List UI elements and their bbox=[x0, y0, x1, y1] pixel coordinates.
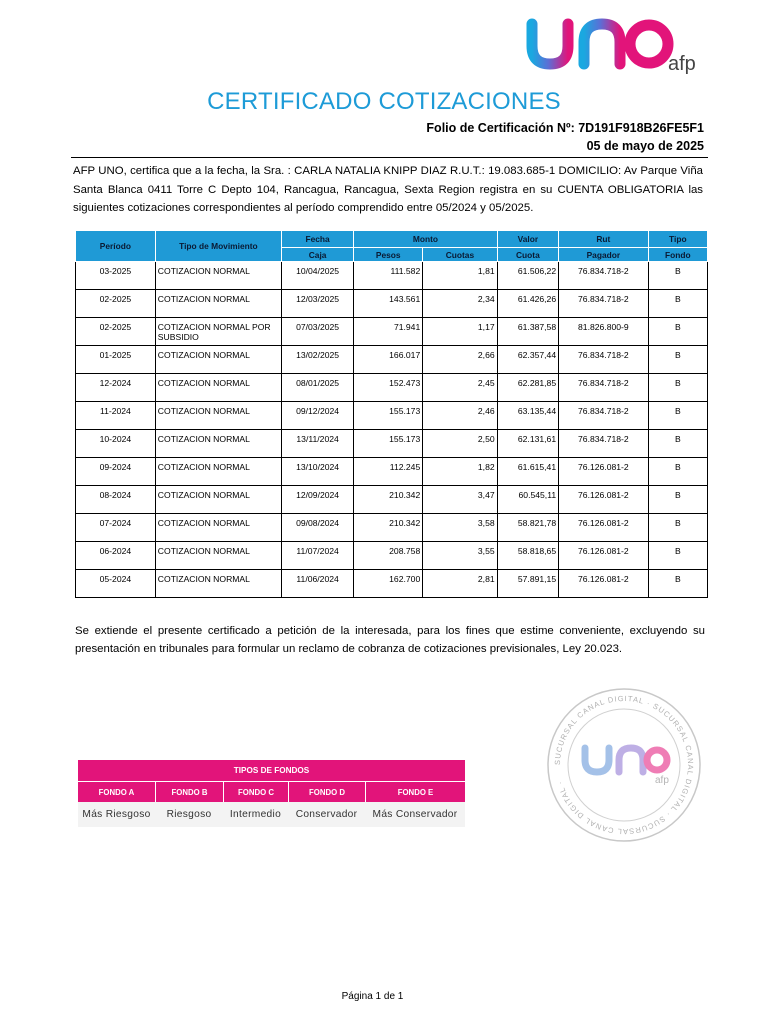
tipo-fondo-cell: B bbox=[648, 570, 707, 598]
col-fecha-caja-2: Caja bbox=[281, 248, 353, 262]
fondo-d-desc: Conservador bbox=[288, 802, 365, 827]
col-fecha-caja-1: Fecha bbox=[281, 231, 353, 248]
table-row bbox=[76, 514, 708, 542]
fecha-caja-cell: 13/02/2025 bbox=[281, 346, 353, 374]
periodo-cell: 02-2025 bbox=[76, 290, 156, 318]
pesos-cell: 71.941 bbox=[354, 318, 423, 346]
cuotas-cell: 3,58 bbox=[423, 514, 497, 542]
page-title: CERTIFICADO COTIZACIONES bbox=[207, 88, 561, 115]
valor-cuota-cell: 62.281,85 bbox=[497, 374, 558, 402]
tipo-fondo-cell: B bbox=[648, 458, 707, 486]
valor-cuota-cell: 61.387,58 bbox=[497, 318, 558, 346]
svg-text:afp: afp bbox=[668, 53, 696, 75]
rut-pagador-cell: 76.126.081-2 bbox=[559, 542, 649, 570]
pesos-cell: 155.173 bbox=[354, 430, 423, 458]
pesos-cell: 155.173 bbox=[354, 402, 423, 430]
fecha-caja-cell: 07/03/2025 bbox=[281, 318, 353, 346]
issue-date: 05 de mayo de 2025 bbox=[586, 139, 704, 153]
cuotas-cell: 2,50 bbox=[423, 430, 497, 458]
fondo-c-label: FONDO C bbox=[223, 781, 288, 802]
col-pesos: Pesos bbox=[354, 248, 423, 262]
periodo-cell: 05-2024 bbox=[76, 570, 156, 598]
pesos-cell: 210.342 bbox=[354, 514, 423, 542]
fecha-caja-cell: 13/10/2024 bbox=[281, 458, 353, 486]
pesos-cell: 162.700 bbox=[354, 570, 423, 598]
rut-pagador-cell: 76.834.718-2 bbox=[559, 262, 649, 290]
tipo-movimiento-cell: COTIZACION NORMAL bbox=[155, 486, 281, 514]
valor-cuota-cell: 63.135,44 bbox=[497, 402, 558, 430]
cuotas-cell: 2,34 bbox=[423, 290, 497, 318]
table-row bbox=[76, 374, 708, 402]
table-row bbox=[76, 458, 708, 486]
periodo-cell: 02-2025 bbox=[76, 318, 156, 346]
cuotas-cell: 1,81 bbox=[423, 262, 497, 290]
tipo-fondo-cell: B bbox=[648, 402, 707, 430]
fecha-caja-cell: 12/03/2025 bbox=[281, 290, 353, 318]
table-row bbox=[76, 570, 708, 598]
tipo-fondo-cell: B bbox=[648, 262, 707, 290]
fecha-caja-cell: 08/01/2025 bbox=[281, 374, 353, 402]
fecha-caja-cell: 13/11/2024 bbox=[281, 430, 353, 458]
valor-cuota-cell: 62.357,44 bbox=[497, 346, 558, 374]
periodo-cell: 06-2024 bbox=[76, 542, 156, 570]
table-row bbox=[76, 262, 708, 290]
table-row bbox=[76, 430, 708, 458]
fondo-c-desc: Intermedio bbox=[223, 802, 288, 827]
folio-number: Folio de Certificación Nº: 7D191F918B26FE5F1 bbox=[426, 121, 704, 135]
fondos-labels-row bbox=[78, 781, 465, 802]
pesos-cell: 111.582 bbox=[354, 262, 423, 290]
fondo-a-desc: Más Riesgoso bbox=[78, 802, 155, 827]
tipo-fondo-cell: B bbox=[648, 514, 707, 542]
periodo-cell: 07-2024 bbox=[76, 514, 156, 542]
tipo-fondo-cell: B bbox=[648, 542, 707, 570]
tipo-fondo-cell: B bbox=[648, 430, 707, 458]
tipo-movimiento-cell: COTIZACION NORMAL bbox=[155, 290, 281, 318]
pesos-cell: 208.758 bbox=[354, 542, 423, 570]
table-row bbox=[76, 318, 708, 346]
periodo-cell: 03-2025 bbox=[76, 262, 156, 290]
cuotas-cell: 2,46 bbox=[423, 402, 497, 430]
certificate-closing: Se extiende el presente certificado a petición de la interesada, para los fines que estime conveniente, excluyendo su presentación en tribunales para formular un reclamo de cobranza de cotizaciones previsionales, Ley 20.023. bbox=[75, 625, 705, 655]
cotizaciones-table bbox=[75, 230, 708, 598]
rut-pagador-cell: 76.834.718-2 bbox=[559, 430, 649, 458]
page-number: Página 1 de 1 bbox=[341, 991, 404, 1002]
tipo-fondo-cell: B bbox=[648, 346, 707, 374]
rut-pagador-cell: 76.834.718-2 bbox=[559, 374, 649, 402]
rut-pagador-cell: 76.126.081-2 bbox=[559, 458, 649, 486]
valor-cuota-cell: 61.426,26 bbox=[497, 290, 558, 318]
fecha-caja-cell: 09/12/2024 bbox=[281, 402, 353, 430]
valor-cuota-cell: 60.545,11 bbox=[497, 486, 558, 514]
tipo-movimiento-cell: COTIZACION NORMAL bbox=[155, 542, 281, 570]
tipo-fondo-cell: B bbox=[648, 374, 707, 402]
stamp-logo bbox=[585, 748, 669, 786]
tipo-movimiento-cell: COTIZACION NORMAL bbox=[155, 374, 281, 402]
tipo-movimiento-cell: COTIZACION NORMAL bbox=[155, 262, 281, 290]
cotizaciones-rows bbox=[76, 262, 708, 598]
cuotas-cell: 1,17 bbox=[423, 318, 497, 346]
fondo-e-desc: Más Conservador bbox=[365, 802, 465, 827]
tipo-movimiento-cell: COTIZACION NORMAL bbox=[155, 430, 281, 458]
fondo-b-label: FONDO B bbox=[155, 781, 223, 802]
valor-cuota-cell: 57.891,15 bbox=[497, 570, 558, 598]
tipo-movimiento-cell: COTIZACION NORMAL bbox=[155, 402, 281, 430]
col-tipo-movimiento: Tipo de Movimiento bbox=[155, 231, 281, 262]
uno-afp-logo bbox=[522, 14, 708, 76]
col-monto: Monto bbox=[354, 231, 497, 248]
rut-pagador-cell: 76.834.718-2 bbox=[559, 346, 649, 374]
rut-pagador-cell: 76.834.718-2 bbox=[559, 402, 649, 430]
tipo-fondo-cell: B bbox=[648, 486, 707, 514]
digital-branch-stamp bbox=[545, 686, 703, 844]
stamp-ring-text: SUCURSAL CANAL DIGITAL · SUCURSAL CANAL DIGITAL · SUCURSAL CANAL DIGITAL · bbox=[552, 693, 696, 837]
pesos-cell: 112.245 bbox=[354, 458, 423, 486]
valor-cuota-cell: 61.506,22 bbox=[497, 262, 558, 290]
cuotas-cell: 2,66 bbox=[423, 346, 497, 374]
pesos-cell: 166.017 bbox=[354, 346, 423, 374]
fecha-caja-cell: 10/04/2025 bbox=[281, 262, 353, 290]
tipo-movimiento-cell: COTIZACION NORMAL POR SUBSIDIO bbox=[155, 318, 281, 346]
cuotas-cell: 2,45 bbox=[423, 374, 497, 402]
periodo-cell: 10-2024 bbox=[76, 430, 156, 458]
cuotas-cell: 1,82 bbox=[423, 458, 497, 486]
svg-text:afp: afp bbox=[655, 775, 669, 786]
col-rut-pagador-1: Rut bbox=[559, 231, 649, 248]
rut-pagador-cell: 76.126.081-2 bbox=[559, 570, 649, 598]
col-valor-cuota-2: Cuota bbox=[497, 248, 558, 262]
fondo-e-label: FONDO E bbox=[365, 781, 465, 802]
tipo-movimiento-cell: COTIZACION NORMAL bbox=[155, 346, 281, 374]
col-cuotas: Cuotas bbox=[423, 248, 497, 262]
tipo-movimiento-cell: COTIZACION NORMAL bbox=[155, 570, 281, 598]
table-row bbox=[76, 402, 708, 430]
valor-cuota-cell: 58.818,65 bbox=[497, 542, 558, 570]
valor-cuota-cell: 62.131,61 bbox=[497, 430, 558, 458]
periodo-cell: 11-2024 bbox=[76, 402, 156, 430]
col-rut-pagador-2: Pagador bbox=[559, 248, 649, 262]
fecha-caja-cell: 09/08/2024 bbox=[281, 514, 353, 542]
pesos-cell: 143.561 bbox=[354, 290, 423, 318]
table-row bbox=[76, 542, 708, 570]
tipos-fondos-title: TIPOS DE FONDOS bbox=[78, 760, 465, 781]
certificate-intro: AFP UNO, certifica que a la fecha, la Sra. : CARLA NATALIA KNIPP DIAZ R.U.T.: 19.083.685-1 DOMICILIO: Av Parque Viña Santa Blanca 0411 Torre C Depto 104, Rancagua, Rancagua, Sexta Region registra en su CUENTA OBLIGATORIA las siguientes cotizaciones correspondientes al período comprendido entre 05/2024 y 05/2025. bbox=[73, 165, 703, 214]
fondo-a-label: FONDO A bbox=[78, 781, 155, 802]
table-row bbox=[76, 290, 708, 318]
fondo-b-desc: Riesgoso bbox=[155, 802, 223, 827]
col-tipo-fondo-2: Fondo bbox=[648, 248, 707, 262]
fecha-caja-cell: 11/07/2024 bbox=[281, 542, 353, 570]
rut-pagador-cell: 76.126.081-2 bbox=[559, 486, 649, 514]
tipo-movimiento-cell: COTIZACION NORMAL bbox=[155, 514, 281, 542]
fecha-caja-cell: 11/06/2024 bbox=[281, 570, 353, 598]
periodo-cell: 12-2024 bbox=[76, 374, 156, 402]
cuotas-cell: 3,55 bbox=[423, 542, 497, 570]
col-tipo-fondo-1: Tipo bbox=[648, 231, 707, 248]
rut-pagador-cell: 76.834.718-2 bbox=[559, 290, 649, 318]
tipo-movimiento-cell: COTIZACION NORMAL bbox=[155, 458, 281, 486]
col-periodo: Período bbox=[76, 231, 156, 262]
fondos-desc-row bbox=[78, 802, 465, 827]
rut-pagador-cell: 81.826.800-9 bbox=[559, 318, 649, 346]
table-row bbox=[76, 346, 708, 374]
periodo-cell: 01-2025 bbox=[76, 346, 156, 374]
fecha-caja-cell: 12/09/2024 bbox=[281, 486, 353, 514]
periodo-cell: 08-2024 bbox=[76, 486, 156, 514]
fondo-d-label: FONDO D bbox=[288, 781, 365, 802]
svg-text:SUCURSAL CANAL DIGITAL · SUCUR bbox=[553, 694, 695, 836]
col-valor-cuota-1: Valor bbox=[497, 231, 558, 248]
header-divider bbox=[71, 157, 708, 158]
cuotas-cell: 2,81 bbox=[423, 570, 497, 598]
tipos-fondos-legend bbox=[78, 760, 465, 827]
valor-cuota-cell: 61.615,41 bbox=[497, 458, 558, 486]
cuotas-cell: 3,47 bbox=[423, 486, 497, 514]
tipo-fondo-cell: B bbox=[648, 318, 707, 346]
tipo-fondo-cell: B bbox=[648, 290, 707, 318]
periodo-cell: 09-2024 bbox=[76, 458, 156, 486]
pesos-cell: 210.342 bbox=[354, 486, 423, 514]
pesos-cell: 152.473 bbox=[354, 374, 423, 402]
valor-cuota-cell: 58.821,78 bbox=[497, 514, 558, 542]
rut-pagador-cell: 76.126.081-2 bbox=[559, 514, 649, 542]
table-row bbox=[76, 486, 708, 514]
